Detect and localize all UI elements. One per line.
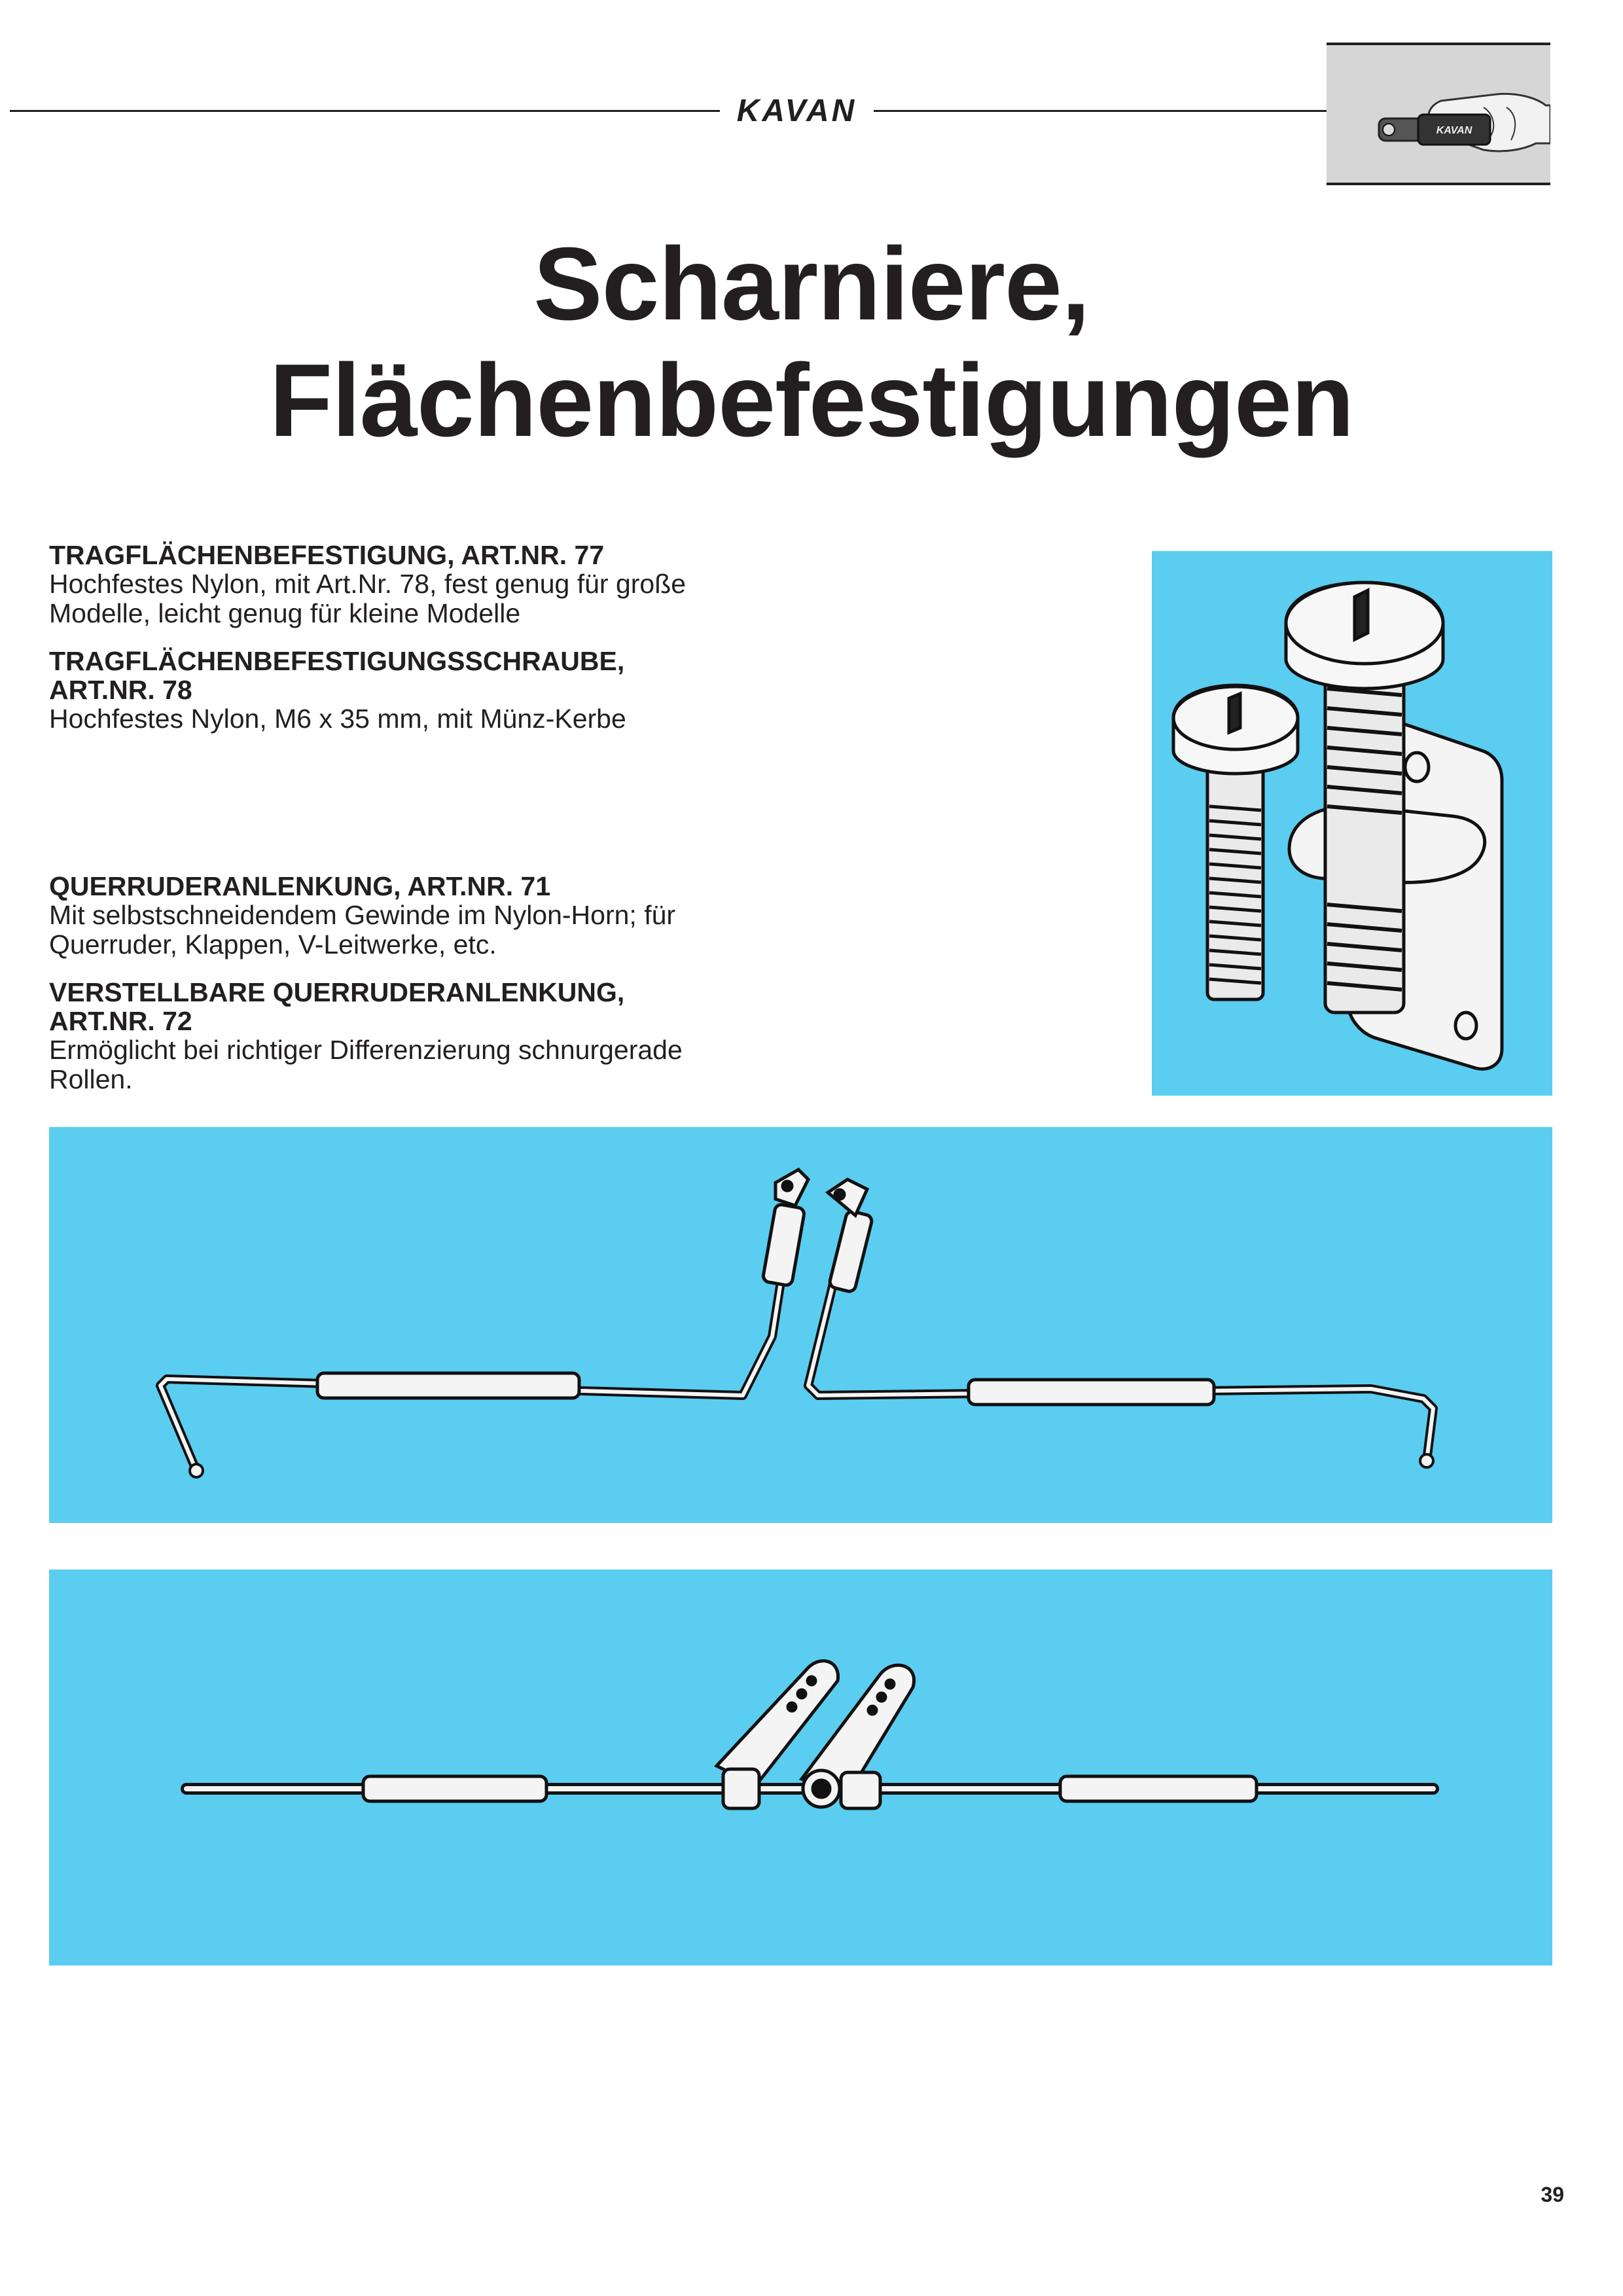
- item-77-description-line-2: Modelle, leicht genug für kleine Modelle: [49, 598, 521, 628]
- adjustable-aileron-linkage-illustration: [49, 1570, 1552, 1965]
- item-71-description-line-2: Querruder, Klappen, V-Leitwerke, etc.: [49, 929, 497, 960]
- item-77-description-line-1: Hochfestes Nylon, mit Art.Nr. 78, fest genug für große: [49, 569, 687, 599]
- item-77: [49, 541, 1149, 628]
- item-72-description-line-2: Rollen.: [49, 1064, 133, 1094]
- page-number: 39: [1541, 2183, 1564, 2206]
- item-71-description-line-1: Mit selbstschneidendem Gewinde im Nylon-Horn; für: [49, 900, 676, 930]
- item-71: [49, 872, 1149, 960]
- header-rule-right: [874, 110, 1327, 112]
- item-78: [49, 647, 1149, 734]
- aileron-linkage-torque-rods-illustration: [49, 1127, 1552, 1523]
- brand-logo: KAVAN: [736, 94, 857, 128]
- item-72-heading-line-2: ART.NR. 72: [49, 1006, 192, 1036]
- page-title-line-1: Scharniere,: [533, 226, 1090, 342]
- aileron-linkage-photo: [49, 1127, 1552, 1523]
- item-72-description-line-1: Ermöglicht bei richtiger Differenzierung schnurgerade: [49, 1035, 683, 1065]
- adjustable-linkage-photo: [49, 1570, 1552, 1965]
- item-78-heading-line-1: TRAGFLÄCHENBEFESTIGUNGSSCHRAUBE,: [49, 646, 625, 676]
- item-78-heading-line-2: ART.NR. 78: [49, 675, 192, 705]
- item-72-heading-line-1: VERSTELLBARE QUERRUDERANLENKUNG,: [49, 977, 625, 1007]
- page-title-line-2: Flächenbefestigungen: [269, 343, 1354, 458]
- header-badge: [1327, 43, 1550, 185]
- item-77-heading: TRAGFLÄCHENBEFESTIGUNG, ART.NR. 77: [49, 540, 605, 570]
- hand-holding-snap-link-icon: [1327, 45, 1550, 183]
- wing-mount-and-nylon-bolt-illustration: [1152, 551, 1552, 1096]
- badge-label: KAVAN: [1436, 125, 1472, 136]
- item-72: [49, 978, 1149, 1094]
- header-rule-left: [10, 110, 720, 112]
- item-78-description: Hochfestes Nylon, M6 x 35 mm, mit Münz-Kerbe: [49, 704, 626, 734]
- page-title: [0, 226, 1623, 459]
- wing-bolt-photo: [1152, 551, 1552, 1096]
- item-71-heading: QUERRUDERANLENKUNG, ART.NR. 71: [49, 871, 551, 901]
